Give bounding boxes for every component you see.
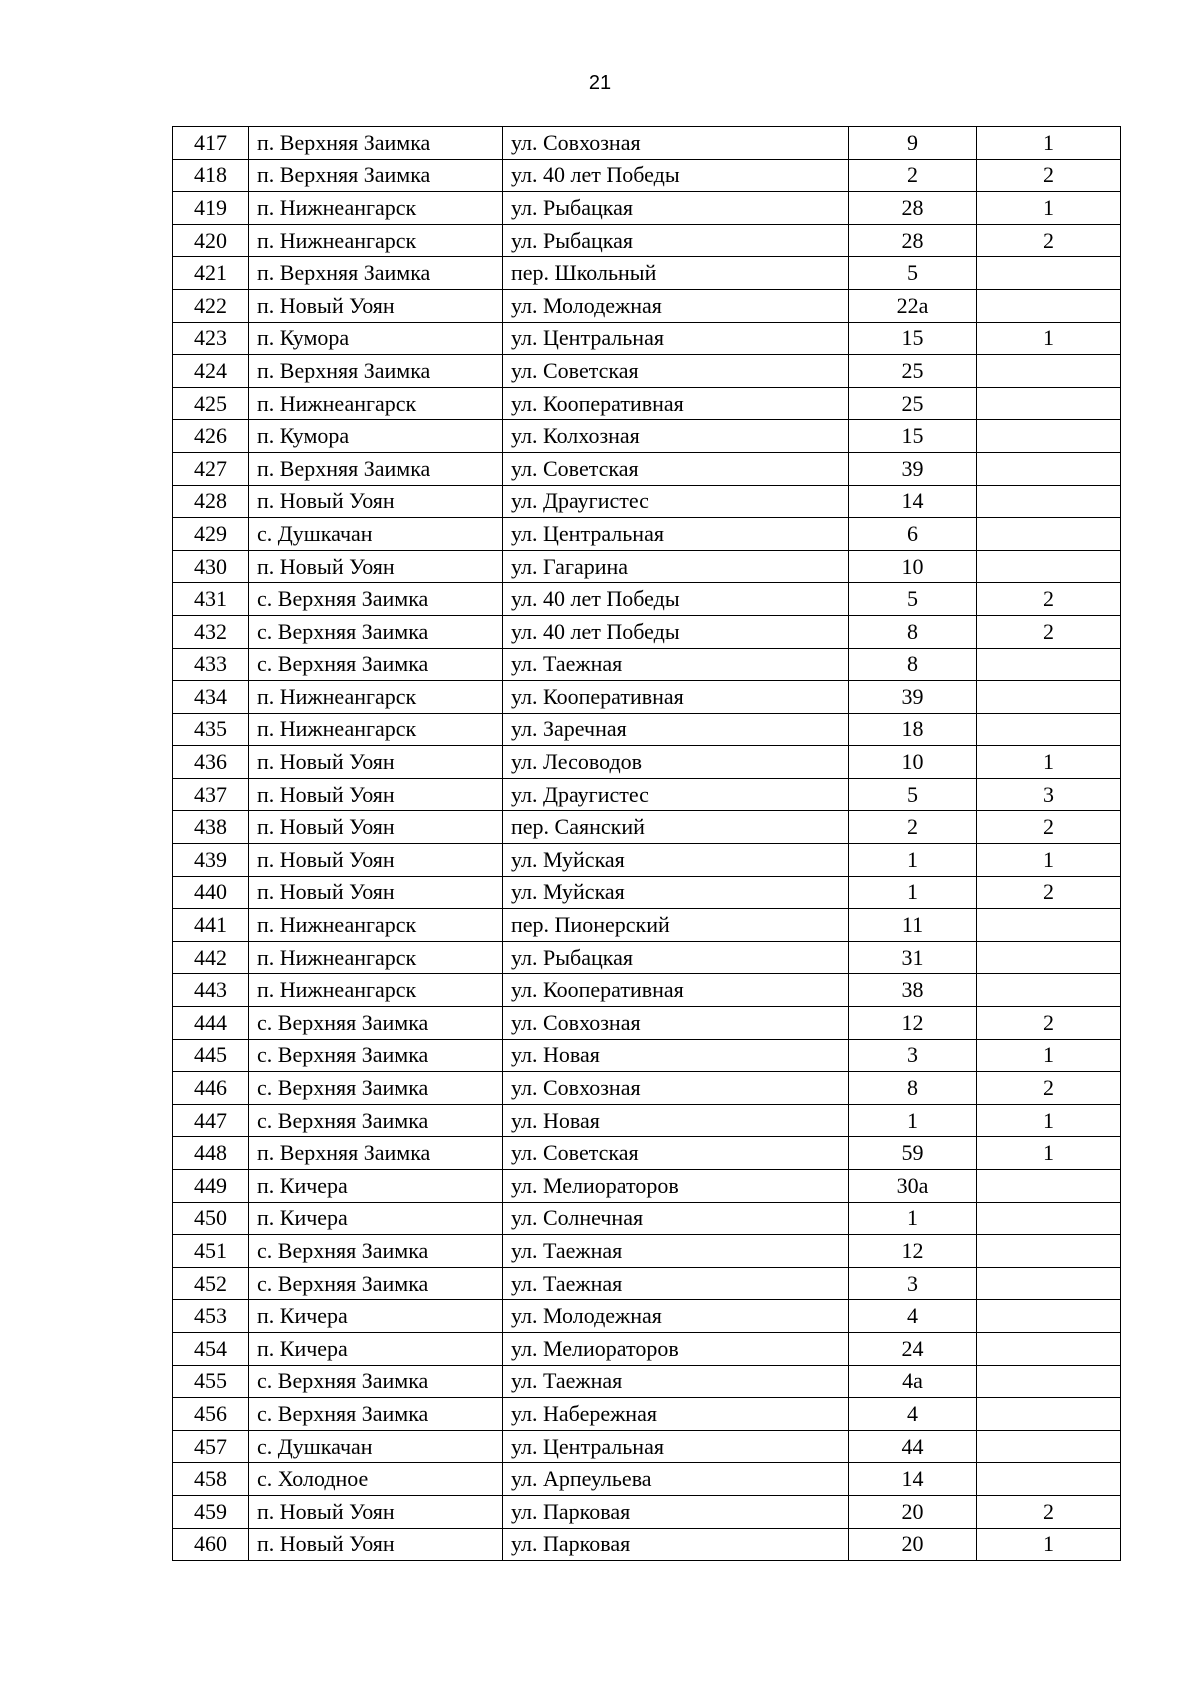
table-row [173,1267,1121,1300]
settlement-cell: п. Новый Уоян [249,811,503,844]
row-number-cell: 418 [173,159,249,192]
house-number-cell: 44 [849,1430,977,1463]
settlement-cell: п. Нижнеангарск [249,192,503,225]
apartment-cell: 2 [977,224,1121,257]
house-number-cell: 9 [849,127,977,160]
apartment-cell: 1 [977,1104,1121,1137]
apartment-cell [977,1300,1121,1333]
row-number-cell: 455 [173,1365,249,1398]
settlement-cell: п. Нижнеангарск [249,713,503,746]
settlement-cell: п. Нижнеангарск [249,224,503,257]
apartment-cell [977,1235,1121,1268]
row-number-cell: 426 [173,420,249,453]
settlement-cell: п. Кумора [249,420,503,453]
street-cell: ул. Советская [503,452,849,485]
table-row [173,289,1121,322]
row-number-cell: 421 [173,257,249,290]
street-cell: ул. Заречная [503,713,849,746]
house-number-cell: 6 [849,518,977,551]
street-cell: ул. Мелиораторов [503,1332,849,1365]
row-number-cell: 425 [173,387,249,420]
row-number-cell: 419 [173,192,249,225]
settlement-cell: п. Новый Уоян [249,778,503,811]
row-number-cell: 446 [173,1072,249,1105]
house-number-cell: 5 [849,583,977,616]
settlement-cell: с. Верхняя Заимка [249,1072,503,1105]
table-row [173,1137,1121,1170]
settlement-cell: п. Новый Уоян [249,289,503,322]
row-number-cell: 449 [173,1170,249,1203]
street-cell: ул. 40 лет Победы [503,159,849,192]
apartment-cell: 1 [977,322,1121,355]
table-row [173,1235,1121,1268]
row-number-cell: 456 [173,1398,249,1431]
settlement-cell: с. Верхняя Заимка [249,1235,503,1268]
street-cell: ул. Совхозная [503,127,849,160]
street-cell: ул. Парковая [503,1528,849,1561]
apartment-cell: 1 [977,127,1121,160]
house-number-cell: 2 [849,159,977,192]
row-number-cell: 417 [173,127,249,160]
street-cell: ул. Кооперативная [503,974,849,1007]
row-number-cell: 458 [173,1463,249,1496]
table-row [173,746,1121,779]
row-number-cell: 423 [173,322,249,355]
settlement-cell: п. Новый Уоян [249,550,503,583]
apartment-cell: 2 [977,1495,1121,1528]
row-number-cell: 436 [173,746,249,779]
house-number-cell: 8 [849,648,977,681]
apartment-cell: 1 [977,1528,1121,1561]
settlement-cell: п. Верхняя Заимка [249,257,503,290]
page-number: 21 [588,72,612,94]
house-number-cell: 38 [849,974,977,1007]
table-row [173,1528,1121,1561]
table-row [173,192,1121,225]
settlement-cell: с. Верхняя Заимка [249,1104,503,1137]
table-row [173,876,1121,909]
house-number-cell: 24 [849,1332,977,1365]
table-row [173,452,1121,485]
table-row [173,713,1121,746]
row-number-cell: 420 [173,224,249,257]
table-row [173,941,1121,974]
apartment-cell [977,681,1121,714]
table-row [173,127,1121,160]
settlement-cell: п. Новый Уоян [249,746,503,779]
apartment-cell: 2 [977,876,1121,909]
apartment-cell [977,1398,1121,1431]
row-number-cell: 459 [173,1495,249,1528]
street-cell: ул. Колхозная [503,420,849,453]
settlement-cell: п. Новый Уоян [249,876,503,909]
house-number-cell: 11 [849,909,977,942]
apartment-cell [977,387,1121,420]
row-number-cell: 447 [173,1104,249,1137]
street-cell: ул. Советская [503,1137,849,1170]
apartment-cell [977,518,1121,551]
street-cell: ул. Молодежная [503,1300,849,1333]
apartment-cell: 2 [977,615,1121,648]
street-cell: ул. Парковая [503,1495,849,1528]
row-number-cell: 438 [173,811,249,844]
table-row [173,583,1121,616]
settlement-cell: п. Новый Уоян [249,1495,503,1528]
row-number-cell: 443 [173,974,249,1007]
row-number-cell: 430 [173,550,249,583]
street-cell: ул. Совхозная [503,1072,849,1105]
settlement-cell: п. Нижнеангарск [249,941,503,974]
row-number-cell: 439 [173,844,249,877]
settlement-cell: с. Холодное [249,1463,503,1496]
apartment-cell [977,974,1121,1007]
table-row [173,1104,1121,1137]
street-cell: ул. Муйская [503,876,849,909]
table-row [173,844,1121,877]
settlement-cell: с. Верхняя Заимка [249,1398,503,1431]
house-number-cell: 4 [849,1300,977,1333]
table-row [173,681,1121,714]
house-number-cell: 14 [849,485,977,518]
street-cell: ул. Совхозная [503,1007,849,1040]
house-number-cell: 5 [849,257,977,290]
apartment-cell [977,1202,1121,1235]
street-cell: ул. Драугистес [503,485,849,518]
row-number-cell: 424 [173,355,249,388]
table-row [173,387,1121,420]
house-number-cell: 4 [849,1398,977,1431]
house-number-cell: 10 [849,746,977,779]
street-cell: ул. Муйская [503,844,849,877]
row-number-cell: 431 [173,583,249,616]
house-number-cell: 8 [849,615,977,648]
apartment-cell: 3 [977,778,1121,811]
row-number-cell: 442 [173,941,249,974]
settlement-cell: п. Кумора [249,322,503,355]
settlement-cell: п. Новый Уоян [249,844,503,877]
street-cell: ул. Рыбацкая [503,941,849,974]
apartment-cell [977,1170,1121,1203]
house-number-cell: 28 [849,192,977,225]
table-row [173,909,1121,942]
house-number-cell: 30а [849,1170,977,1203]
table-row [173,1007,1121,1040]
house-number-cell: 15 [849,322,977,355]
settlement-cell: с. Душкачан [249,518,503,551]
table-row [173,1430,1121,1463]
street-cell: ул. Арпеульева [503,1463,849,1496]
row-number-cell: 457 [173,1430,249,1463]
table-row [173,1463,1121,1496]
settlement-cell: п. Кичера [249,1170,503,1203]
settlement-cell: п. Нижнеангарск [249,974,503,1007]
street-cell: ул. Таежная [503,1235,849,1268]
table-row [173,257,1121,290]
street-cell: ул. Советская [503,355,849,388]
row-number-cell: 448 [173,1137,249,1170]
street-cell: ул. Гагарина [503,550,849,583]
row-number-cell: 428 [173,485,249,518]
street-cell: ул. Таежная [503,1365,849,1398]
settlement-cell: п. Кичера [249,1300,503,1333]
settlement-cell: с. Верхняя Заимка [249,1365,503,1398]
table-row [173,1170,1121,1203]
row-number-cell: 445 [173,1039,249,1072]
street-cell: ул. Центральная [503,322,849,355]
row-number-cell: 454 [173,1332,249,1365]
settlement-cell: п. Верхняя Заимка [249,127,503,160]
table-row [173,420,1121,453]
table-row [173,615,1121,648]
house-number-cell: 3 [849,1267,977,1300]
settlement-cell: п. Нижнеангарск [249,909,503,942]
apartment-cell: 2 [977,1007,1121,1040]
table-row [173,1039,1121,1072]
house-number-cell: 18 [849,713,977,746]
street-cell: ул. Рыбацкая [503,192,849,225]
row-number-cell: 450 [173,1202,249,1235]
street-cell: ул. 40 лет Победы [503,583,849,616]
house-number-cell: 1 [849,876,977,909]
house-number-cell: 25 [849,355,977,388]
street-cell: ул. Молодежная [503,289,849,322]
apartment-cell: 2 [977,811,1121,844]
house-number-cell: 2 [849,811,977,844]
row-number-cell: 460 [173,1528,249,1561]
address-table [172,126,1121,1561]
street-cell: ул. Рыбацкая [503,224,849,257]
settlement-cell: с. Верхняя Заимка [249,1007,503,1040]
street-cell: ул. Новая [503,1039,849,1072]
house-number-cell: 20 [849,1528,977,1561]
apartment-cell [977,289,1121,322]
street-cell: ул. Лесоводов [503,746,849,779]
row-number-cell: 453 [173,1300,249,1333]
apartment-cell: 1 [977,1039,1121,1072]
street-cell: ул. Кооперативная [503,681,849,714]
row-number-cell: 429 [173,518,249,551]
row-number-cell: 444 [173,1007,249,1040]
street-cell: ул. Кооперативная [503,387,849,420]
apartment-cell [977,1463,1121,1496]
table-row [173,778,1121,811]
settlement-cell: п. Верхняя Заимка [249,452,503,485]
apartment-cell [977,1365,1121,1398]
table-row [173,1332,1121,1365]
settlement-cell: п. Верхняя Заимка [249,355,503,388]
row-number-cell: 437 [173,778,249,811]
table-row [173,1202,1121,1235]
apartment-cell [977,1332,1121,1365]
settlement-cell: п. Кичера [249,1202,503,1235]
apartment-cell [977,1267,1121,1300]
house-number-cell: 39 [849,681,977,714]
street-cell: ул. Новая [503,1104,849,1137]
row-number-cell: 435 [173,713,249,746]
settlement-cell: с. Верхняя Заимка [249,583,503,616]
street-cell: ул. Центральная [503,1430,849,1463]
house-number-cell: 8 [849,1072,977,1105]
house-number-cell: 39 [849,452,977,485]
row-number-cell: 434 [173,681,249,714]
house-number-cell: 22а [849,289,977,322]
settlement-cell: с. Верхняя Заимка [249,1039,503,1072]
row-number-cell: 432 [173,615,249,648]
apartment-cell [977,420,1121,453]
house-number-cell: 59 [849,1137,977,1170]
house-number-cell: 25 [849,387,977,420]
apartment-cell [977,355,1121,388]
street-cell: ул. Мелиораторов [503,1170,849,1203]
table-row [173,811,1121,844]
apartment-cell [977,713,1121,746]
street-cell: ул. Центральная [503,518,849,551]
apartment-cell: 1 [977,192,1121,225]
settlement-cell: п. Новый Уоян [249,1528,503,1561]
table-row [173,974,1121,1007]
street-cell: пер. Саянский [503,811,849,844]
house-number-cell: 28 [849,224,977,257]
settlement-cell: п. Кичера [249,1332,503,1365]
settlement-cell: п. Новый Уоян [249,485,503,518]
apartment-cell: 2 [977,583,1121,616]
row-number-cell: 452 [173,1267,249,1300]
house-number-cell: 1 [849,844,977,877]
apartment-cell [977,909,1121,942]
house-number-cell: 12 [849,1007,977,1040]
table-row [173,1398,1121,1431]
house-number-cell: 3 [849,1039,977,1072]
house-number-cell: 15 [849,420,977,453]
table-row [173,648,1121,681]
table-row [173,355,1121,388]
house-number-cell: 12 [849,1235,977,1268]
apartment-cell [977,550,1121,583]
settlement-cell: с. Верхняя Заимка [249,1267,503,1300]
house-number-cell: 20 [849,1495,977,1528]
street-cell: ул. 40 лет Победы [503,615,849,648]
apartment-cell [977,485,1121,518]
row-number-cell: 433 [173,648,249,681]
apartment-cell: 1 [977,1137,1121,1170]
row-number-cell: 441 [173,909,249,942]
table-row [173,550,1121,583]
house-number-cell: 1 [849,1104,977,1137]
settlement-cell: с. Душкачан [249,1430,503,1463]
address-table-body [173,127,1121,1561]
row-number-cell: 440 [173,876,249,909]
settlement-cell: п. Верхняя Заимка [249,1137,503,1170]
street-cell: ул. Таежная [503,648,849,681]
row-number-cell: 451 [173,1235,249,1268]
settlement-cell: п. Верхняя Заимка [249,159,503,192]
table-row [173,224,1121,257]
apartment-cell: 2 [977,159,1121,192]
street-cell: пер. Школьный [503,257,849,290]
apartment-cell: 1 [977,844,1121,877]
house-number-cell: 10 [849,550,977,583]
apartment-cell [977,1430,1121,1463]
table-row [173,1072,1121,1105]
settlement-cell: с. Верхняя Заимка [249,615,503,648]
street-cell: ул. Солнечная [503,1202,849,1235]
house-number-cell: 5 [849,778,977,811]
table-row [173,322,1121,355]
row-number-cell: 422 [173,289,249,322]
apartment-cell [977,257,1121,290]
row-number-cell: 427 [173,452,249,485]
apartment-cell [977,941,1121,974]
street-cell: ул. Драугистес [503,778,849,811]
house-number-cell: 31 [849,941,977,974]
table-row [173,1495,1121,1528]
settlement-cell: п. Нижнеангарск [249,387,503,420]
settlement-cell: п. Нижнеангарск [249,681,503,714]
table-row [173,518,1121,551]
house-number-cell: 14 [849,1463,977,1496]
apartment-cell [977,648,1121,681]
street-cell: ул. Таежная [503,1267,849,1300]
apartment-cell: 1 [977,746,1121,779]
house-number-cell: 4а [849,1365,977,1398]
settlement-cell: с. Верхняя Заимка [249,648,503,681]
apartment-cell [977,452,1121,485]
table-row [173,485,1121,518]
street-cell: ул. Набережная [503,1398,849,1431]
table-row [173,1365,1121,1398]
apartment-cell: 2 [977,1072,1121,1105]
table-row [173,1300,1121,1333]
street-cell: пер. Пионерский [503,909,849,942]
house-number-cell: 1 [849,1202,977,1235]
table-row [173,159,1121,192]
